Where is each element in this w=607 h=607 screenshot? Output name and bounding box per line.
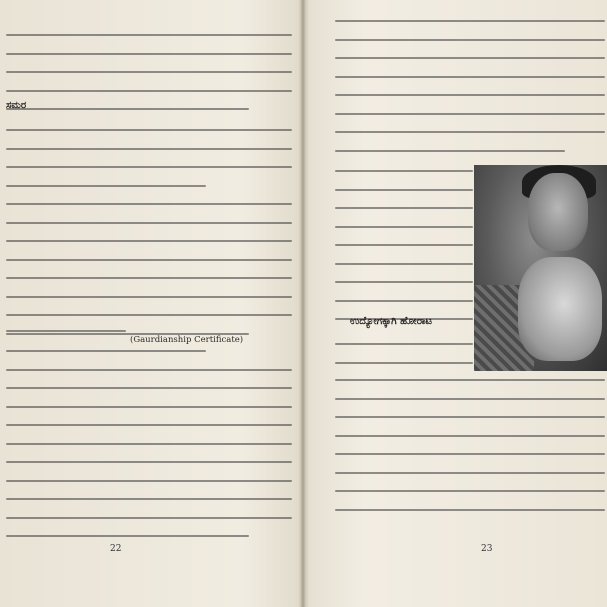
- left-section-heading: ಸಮರ: [6, 100, 27, 111]
- english-phrase: (Gaurdianship Certificate): [130, 335, 244, 345]
- left-text-2: [6, 350, 292, 554]
- right-text-top: [335, 20, 605, 168]
- right-text-beside-photo: [335, 170, 473, 337]
- left-page: [0, 0, 302, 607]
- left-text-english-line-start: [6, 330, 126, 349]
- right-section-heading: ಉದ್ಯೋಗಕ್ಕಾಗಿ ಹೋರಾಟ: [350, 316, 433, 327]
- right-page-number: 23: [481, 544, 493, 554]
- left-page-number: 22: [110, 544, 122, 554]
- portrait-photo: [474, 165, 607, 371]
- left-text-top: [6, 34, 292, 127]
- right-text-bottom: [335, 379, 605, 527]
- right-text-after-heading: [335, 343, 473, 380]
- left-text-1: [6, 129, 292, 351]
